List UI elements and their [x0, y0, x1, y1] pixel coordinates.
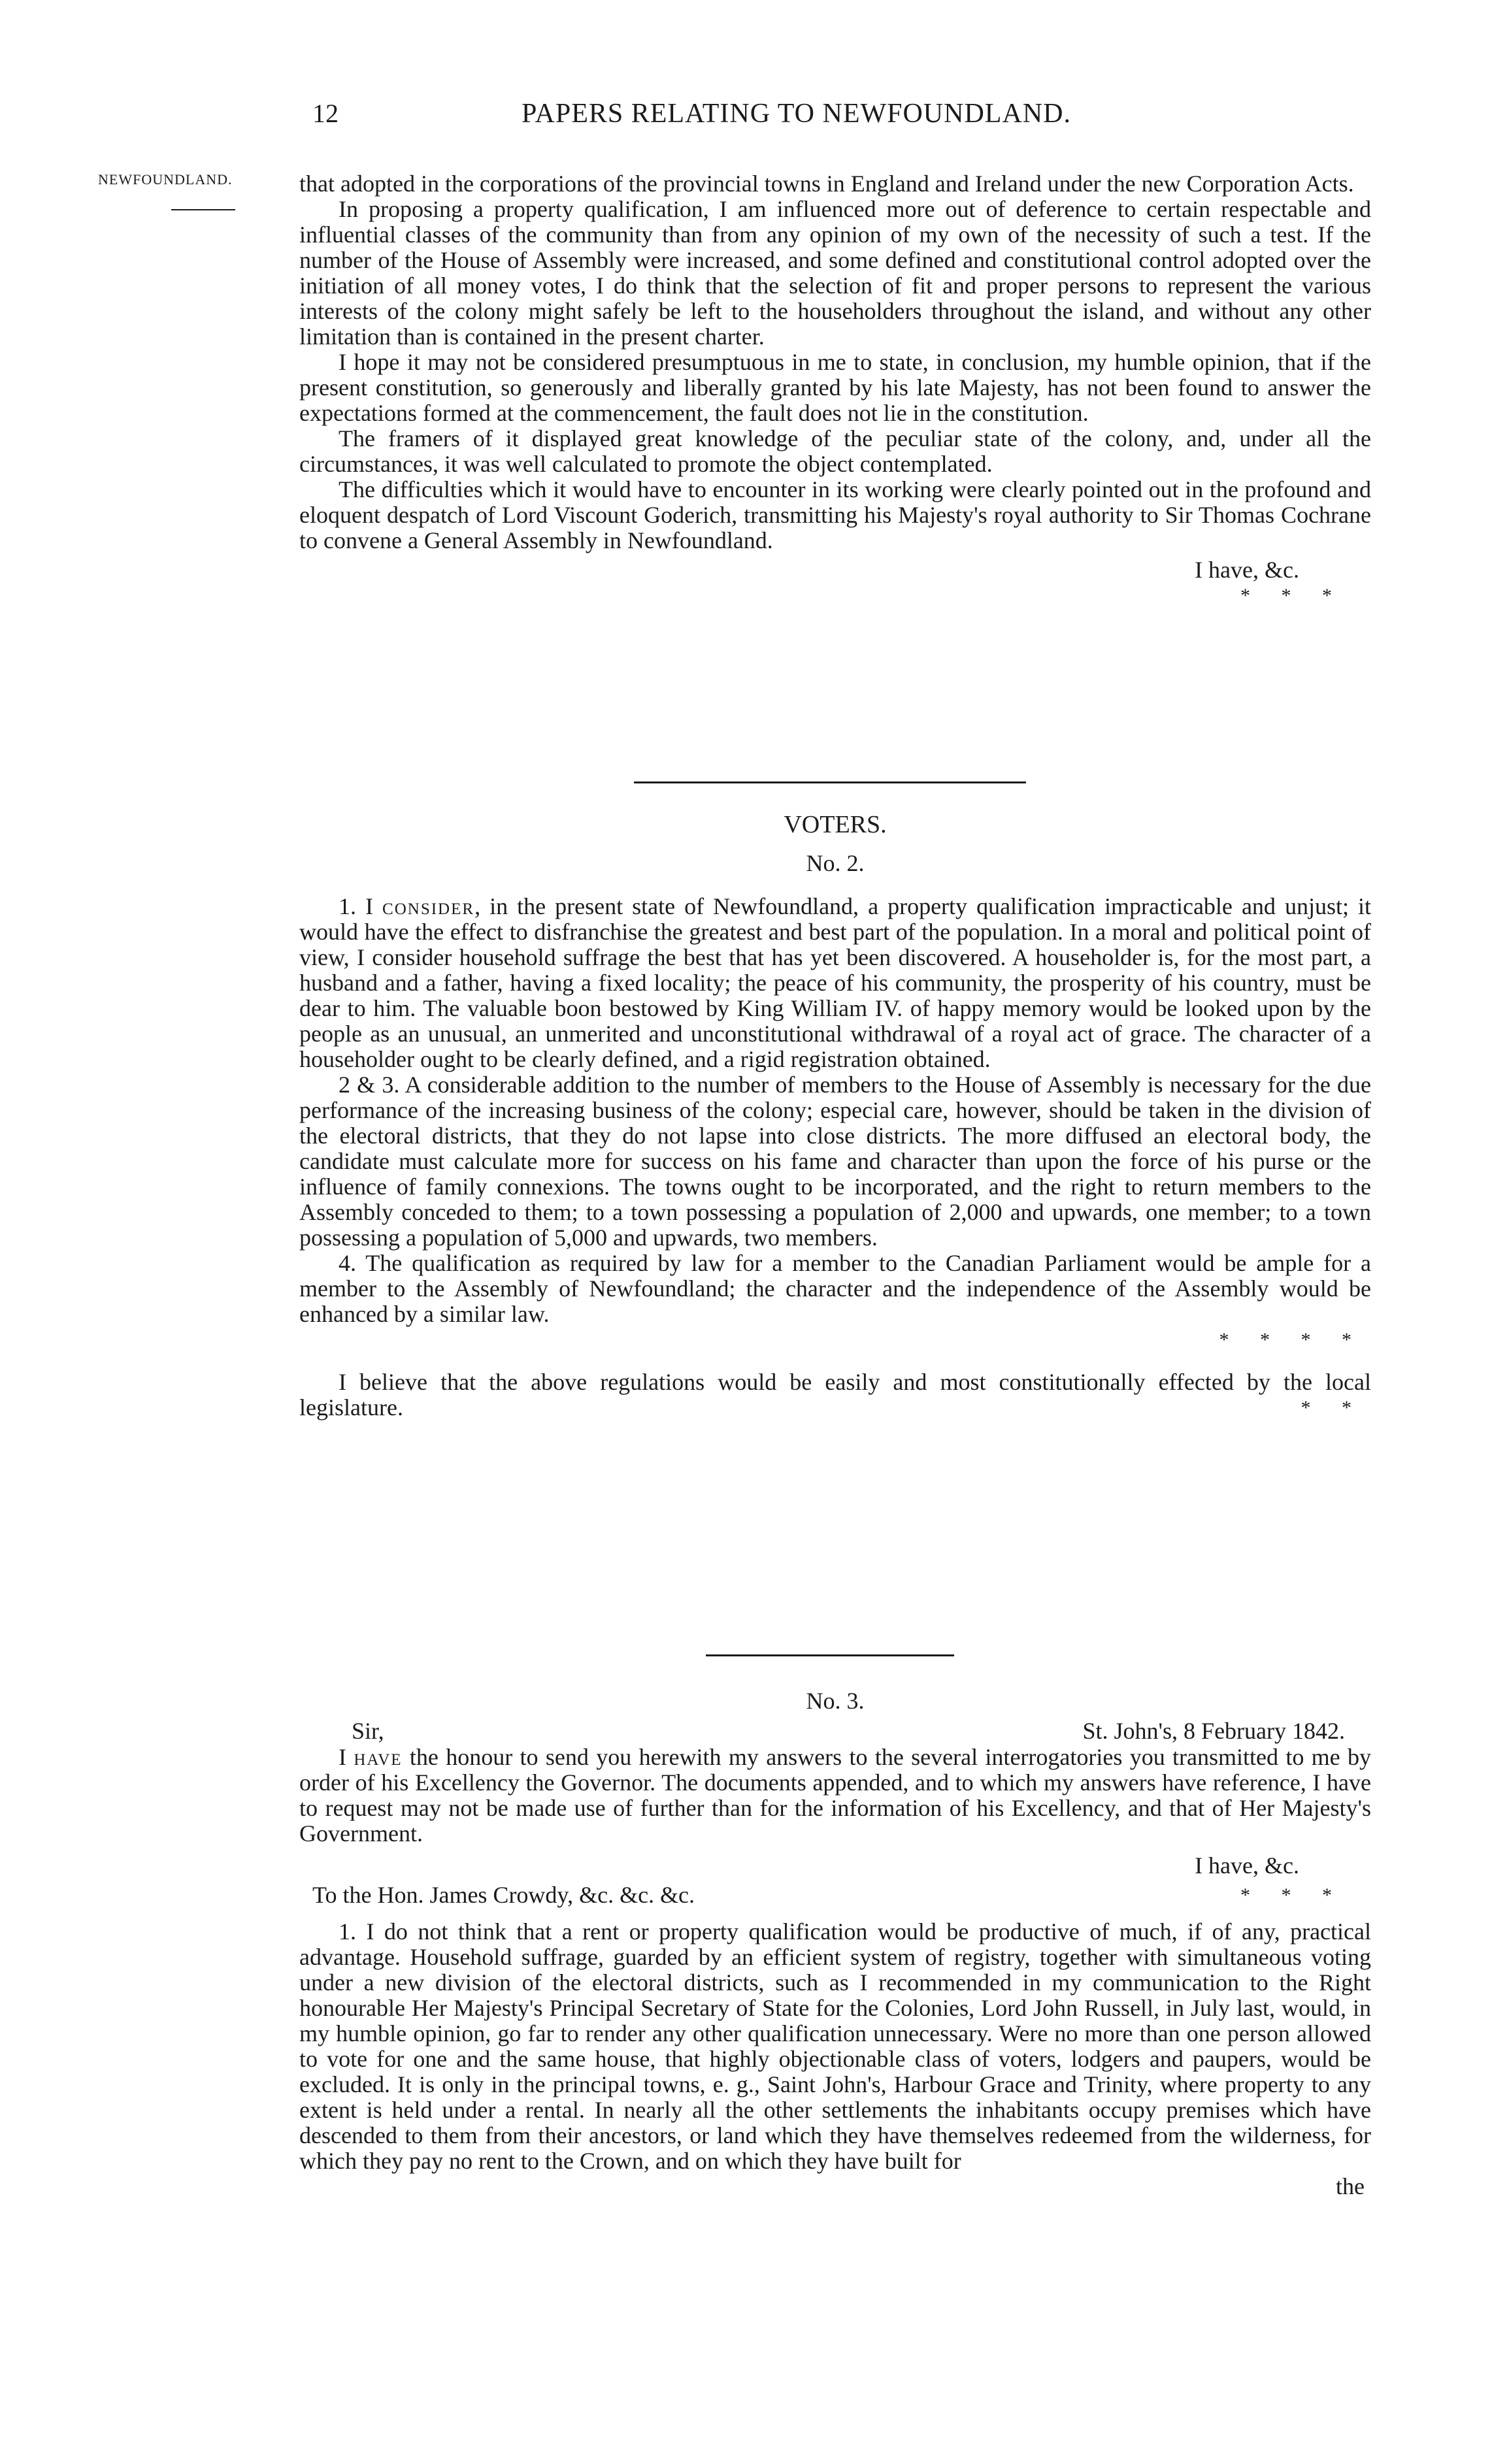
- paragraph: I hope it may not be considered presumptuous in me to state, in conclusion, my humble opinion, that if the present constitution, so generously and liberally granted by his late Majesty, has not been found to answer the expectations formed at the commencement, the fault does not lie in the constitution.: [299, 349, 1371, 426]
- paragraph: that adopted in the corporations of the provincial towns in England and Ireland under the new Corporation Acts.: [299, 171, 1354, 197]
- paragraph-text: , in the present state of Newfoundland, a property qualification impracticable and unjust; it would have the effect to disfranchise the greatest and best part of the population. In a moral and political point of view, I consider household suffrage the best that has yet been discovered. A householder is, for the most part, a husband and a father, having a fixed locality; the peace of his community, the prosperity of his country, must be dear to him. The valuable boon bestowed by King William IV. of happy memory would be looked upon by the people as an unusual, an unmerited and unconstitutional withdrawal of a royal act of grace. The character of a householder ought to be clearly defined, and a rigid registration obtained.: [299, 893, 1371, 1072]
- place-date: St. John's, 8 February 1842.: [1082, 1718, 1345, 1744]
- asterisks: * *: [1301, 1397, 1365, 1419]
- section-rule: [634, 781, 1026, 783]
- paragraph: 1. I do not think that a rent or property qualification would be productive of much, if of any, practical advantage. Household suffrage, guarded by an efficient system of registry, together with simultaneous voting under a new division of the electoral districts, such as I recommended in my communication to the Right honourable Her Majesty's Principal Secretary of State for the Colonies, Lord John Russell, in July last, would, in my humble opinion, go far to render any other qualification unnecessary. Were no more than one person allowed to vote for one and the same house, that highly objectionable class of voters, lodgers and paupers, would be excluded. It is only in the principal towns, e. g., Saint John's, Harbour Grace and Trinity, where property to any extent is held under a rental. In nearly all the other settlements the inhabitants occupy premises which have descended to them from their ancestors, or land which they have themselves redeemed from the wilderness, for which they pay no rent to the Crown, and on which they have built for: [299, 1918, 1371, 2174]
- asterisks: * * *: [1240, 1884, 1345, 1906]
- section-continuation: [299, 171, 1371, 608]
- margin-dash: [171, 209, 235, 210]
- page-header: [312, 98, 1358, 144]
- asterisks: * * *: [1240, 585, 1345, 606]
- letter-opening: [299, 1718, 1371, 1745]
- salutation: Sir,: [352, 1718, 384, 1744]
- catchword: the: [1336, 2173, 1365, 2199]
- section-heading: VOTERS.: [784, 811, 887, 838]
- paragraph-lead: 1. I: [339, 893, 374, 919]
- paragraph: [299, 894, 1371, 1072]
- paragraph-small-caps: consider: [382, 893, 475, 919]
- section-letter-no3: [299, 1718, 1371, 2199]
- margin-note: NEWFOUNDLAND.: [98, 171, 233, 188]
- addressee-row: [299, 1879, 1371, 1910]
- paragraph-text: the honour to send you herewith my answers to the several interrogatories you transmitted to me by order of his Excellency the Governor. The documents appended, and to which my answers have reference, I have to request may not be made use of further than for the information of his Excellency, and that of Her Majesty's Government.: [299, 1744, 1372, 1847]
- closing: I have, &c.: [1195, 1852, 1299, 1879]
- asterisks: * * * *: [1219, 1329, 1365, 1351]
- section-number: No. 3.: [806, 1688, 865, 1714]
- page-title: PAPERS RELATING TO NEWFOUNDLAND.: [522, 99, 1071, 129]
- section-rule: [706, 1654, 954, 1656]
- section-number: No. 2.: [806, 850, 865, 876]
- paragraph-small-caps: have: [354, 1744, 403, 1770]
- section-voters-no2: [299, 894, 1371, 1421]
- paragraph: 2 & 3. A considerable addition to the number of members to the House of Assembly is necessary for the due performance of the increasing business of the colony; especial care, however, should be taken in the division of the electoral districts, that they do not lapse into close districts. The more diffused an electoral body, the candidate must calculate more for success on his fame and character than upon the force of his purse or the influence of family connexions. The towns ought to be incorporated, and the right to return members to the Assembly conceded to them; to a town possessing a population of 2,000 and upwards, one member; to a town possessing a population of 5,000 and upwards, two members.: [299, 1072, 1371, 1251]
- paragraph-lead: I: [339, 1744, 346, 1770]
- paragraph: [299, 1745, 1371, 1847]
- closing: I have, &c.: [1195, 557, 1299, 583]
- page-number: 12: [312, 99, 339, 128]
- paragraph: The framers of it displayed great knowledge of the peculiar state of the colony, and, under all the circumstances, it was well calculated to promote the object contemplated.: [299, 425, 1371, 477]
- paragraph: In proposing a property qualification, I am influenced more out of deference to certain respectable and influential classes of the community than from any opinion of my own of the necessity of such a test. If the number of the House of Assembly were increased, and some defined and constitutional control adopted over the initiation of all money votes, I do think that the selection of fit and proper persons to represent the various interests of the colony might safely be left to the householders throughout the island, and without any other limitation than is contained in the present charter.: [299, 196, 1371, 350]
- addressee: To the Hon. James Crowdy, &c. &c. &c.: [312, 1882, 695, 1908]
- paragraph: 4. The qualification as required by law for a member to the Canadian Parliament would be ample for a member to the Assembly of Newfoundland; the character and the independence of the Assembly would be enhanced by a similar law.: [299, 1250, 1371, 1327]
- paragraph: I believe that the above regulations would be easily and most constitutionally effected by the local legislature.: [299, 1369, 1371, 1421]
- paragraph: The difficulties which it would have to encounter in its working were clearly pointed out in the profound and eloquent despatch of Lord Viscount Goderich, transmitting his Majesty's royal authority to Sir Thomas Cochrane to convene a General Assembly in Newfoundland.: [299, 476, 1371, 553]
